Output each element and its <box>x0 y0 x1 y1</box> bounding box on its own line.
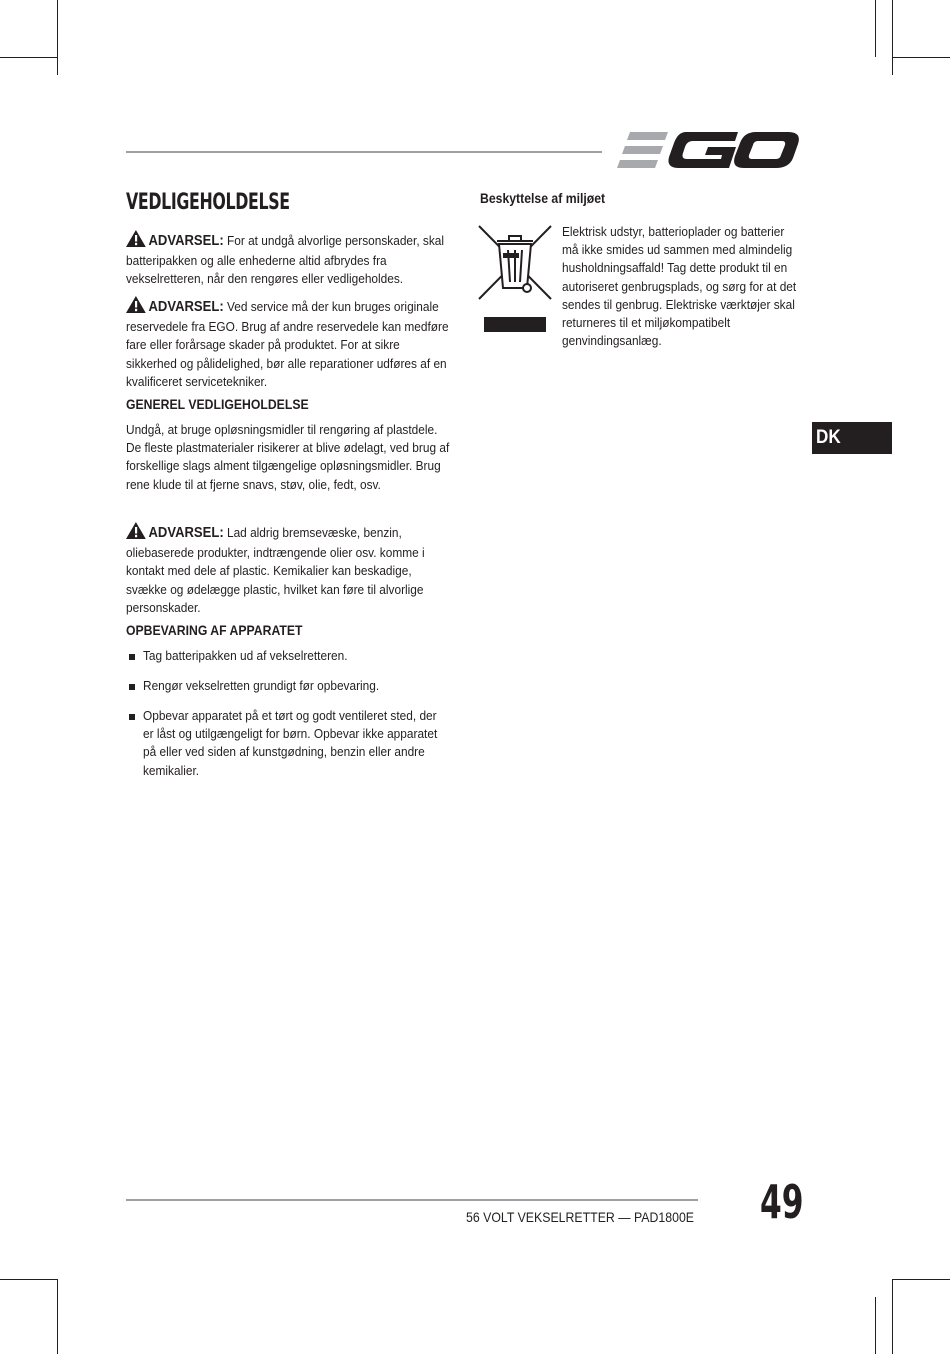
warning-text: Lad aldrig bremsevæske, benzin, oliebaserede produkter, indtrængende olier osv. komme i kontakt med dele af plastic. Kemikalier kan beskadige, svække og ødelægge plastic, hvilket kan føre til alvorlige personskader. <box>126 525 425 615</box>
environment-heading: Beskyttelse af miljøet <box>480 191 606 206</box>
warning-text: Ved service må der kun bruges originale reservedele fra EGO. Brug af andre reservedele kan medføre fare eller forårsage skader på produktet. For at sikre sikkerhed og pålidelighed, bør alle reparationer udføres af en kvalificeret servicetekniker. <box>126 299 449 389</box>
footer-rule <box>126 1199 698 1201</box>
list-item-text: Tag batteripakken ud af vekselretteren. <box>143 648 348 663</box>
warning-label: ADVARSEL: <box>148 525 224 541</box>
general-maintenance-heading: GENEREL VEDLIGEHOLDELSE <box>126 397 309 412</box>
header-rule <box>126 151 602 153</box>
general-maintenance-text: Undgå, at bruge opløsningsmidler til rengøring af plastdele. De fleste plastmaterialer risikerer at blive ødelagt, ved brug af forskellige slags alment tilgængelige opløsningsmidler. Brug rene klude til at fjerne snavs, støv, olie, fedt, osv. <box>126 422 450 492</box>
warning-spare-parts <box>126 296 450 391</box>
ego-logo <box>616 128 800 172</box>
warning-chemicals <box>126 522 450 617</box>
list-item-text: Opbevar apparatet på et tørt og godt ventileret sted, der er låst og utilgængeligt for børn. Opbevar ikke apparatet på eller ved siden af kunstgødning, benzin eller andre kemikalier. <box>143 708 438 778</box>
list-item-text: Rengør vekselretten grundigt før opbevaring. <box>143 678 380 693</box>
warning-label: ADVARSEL: <box>148 233 224 249</box>
storage-heading: OPBEVARING AF APPARATET <box>126 623 303 638</box>
bullet-square-icon <box>129 714 135 720</box>
page-title: VEDLIGEHOLDELSE <box>126 190 290 215</box>
warning-triangle-icon <box>126 296 146 318</box>
bullet-square-icon <box>129 684 135 690</box>
warning-triangle-icon <box>126 522 146 544</box>
warning-disconnect <box>126 230 450 289</box>
page-number: 49 <box>760 1175 804 1229</box>
warning-text: For at undgå alvorlige personskader, skal batteripakken og alle enhederne altid afbrydes fra vekselretteren, når den rengøres eller vedligeholdes. <box>126 233 445 287</box>
warning-label: ADVARSEL: <box>148 299 224 315</box>
footer-product: 56 VOLT VEKSELRETTER — PAD1800E <box>466 1209 695 1225</box>
environment-text: Elektrisk udstyr, batterioplader og batterier må ikke smides ud sammen med almindelig husholdningsaffald! Tag dette produkt til en autoriseret genbrugsplads, og sørg for at det sendes til genbrug. Elektriske værktøjer skal returneres til et miljøkompatibelt genvindingsanlæg. <box>562 224 797 349</box>
language-tab-label: DK <box>816 427 841 448</box>
crossed-out-wheelie-bin-icon <box>477 224 553 334</box>
language-tab <box>812 422 892 454</box>
warning-triangle-icon <box>126 230 146 252</box>
bullet-square-icon <box>129 654 135 660</box>
